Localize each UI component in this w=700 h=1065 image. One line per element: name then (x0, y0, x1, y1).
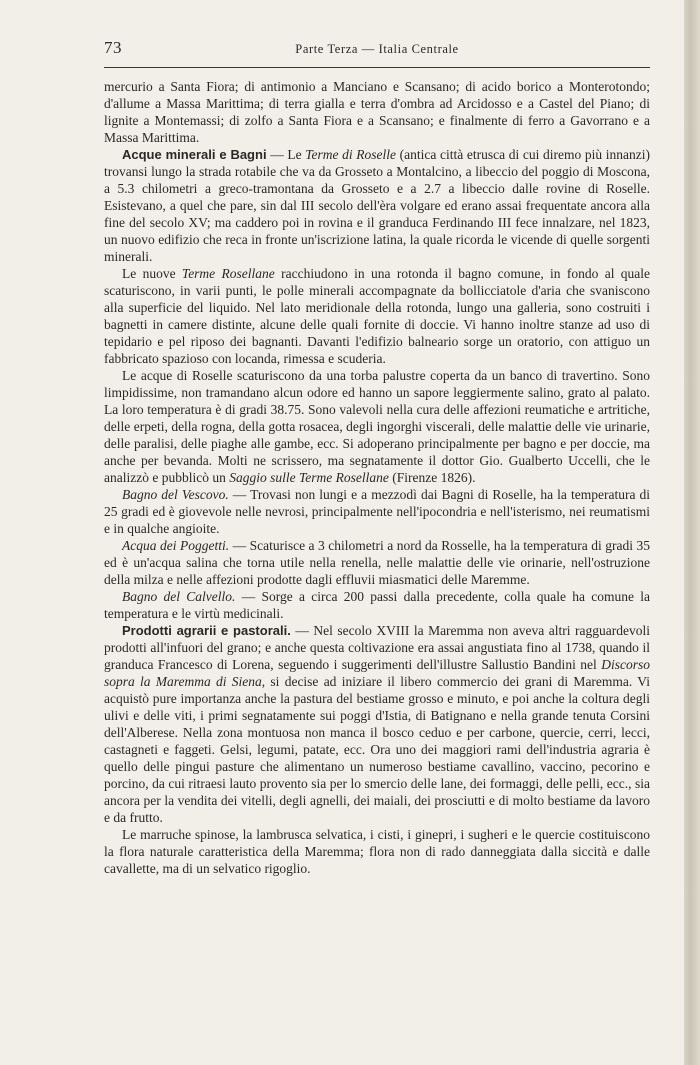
paragraph-acqua-poggetti (104, 537, 650, 588)
paragraph-text: Le acque di Roselle scaturiscono da una torba palustre coperta da un banco di travertino. Sono limpidissime, non tramandano alcun odore ed hanno un sapore leggiermente salino, grato al palato. La loro temperatura è di gradi 38.75. Sono valevoli nella cura delle affezioni reumatiche e artritiche, delle erpeti, della rogna, della gotta rosacea, degli ingorghi viscerali, delle malattie delle vie urinarie, delle paralisi, delle piaghe alle gambe, ecc. Si adoperano principalmente per bagno e per doccie, ma anche per bevanda. Molti ne scrissero, ma segnatamente il dottor Gio. Gualberto Uccelli, che le analizzò e pubblicò un (104, 368, 650, 485)
section-lead-mineral-waters: Acque minerali e Bagni (122, 147, 267, 162)
paragraph-natural-flora (104, 826, 650, 877)
paragraph-text: — Nel secolo XVIII la Maremma non aveva altri ragguardevoli prodotti all'infuori del grano; e anche questa coltivazione era assai angustiata fino al 1738, quando il granduca Francesco di Lorena, seguendo i suggerimenti dell'illustre Sallustio Bandini nel (104, 623, 650, 672)
paragraph-agricultural-products (104, 622, 650, 826)
paragraph-text: — Scaturisce a 3 chilometri a nord da Rosselle, ha la temperatura di gradi 35 ed è un'acqua salina che torna utile nella renella, nelle malattie delle vie orinarie, nell'ostruzione della milza e nelle affezioni prodotte dagli effluvii miasmatici delle Maremme. (104, 538, 650, 587)
header-rule (104, 67, 650, 68)
paragraph-bagno-vescovo (104, 486, 650, 537)
italic-heading: Bagno del Calvello. (122, 589, 236, 604)
running-head: Parte Terza — Italia Centrale (295, 42, 459, 56)
paragraph-text: racchiudono in una rotonda il bagno comune, in fondo al quale scaturiscono, in varii punti, le polle minerali accompagnate da bollicciatole d'aria che svaniscono alla superficie del liquido. Nel lato meridionale della rotonda, lungo una galleria, sono costruiti i bagnetti in camere distinte, alcune delle quali fornite di doccie. Vi hanno inoltre stanze ad uso di tepidario e pel riposo dei bagnanti. Davanti l'edifizio balneario sorge un oratorio, con attiguo un fabbricato spazioso con locanda, rimessa e scuderia. (104, 266, 651, 366)
italic-heading: Acqua dei Poggetti. (122, 538, 230, 553)
italic-term: Terme Rosellane (181, 266, 275, 281)
paragraph-bagno-calvello (104, 588, 650, 622)
paragraph-text: , si decise ad iniziare il libero commercio dei grani di Maremma. Vi acquistò pure importanza anche la pastura del bestiame grosso e minuto, e poi anche la coltura degli ulivi e delle viti, i primi segnatamente sui poggi d'Istia, di Batignano e nella grande tenuta Corsini dell'Alberese. Nella zona montuosa non manca il bosco ceduo e per carbone, quercie, cerri, lecci, castagneti e faggeti. Gelsi, legumi, patate, ecc. Ora uno dei maggiori rami dell'industria agraria è quello delle pingui pasture che alimentano un numeroso bestiame cavallino, vaccino, pecorino e porcino, da cui ritraesi lauto provento sia per lo smercio delle lane, dei formaggi, delle pelli, ecc., sia ancora per la vendita dei vitelli, degli agnelli, dei maiali, dei prosciutti e di molto bestiame da lavoro e da frutto. (104, 674, 650, 825)
body-text (104, 78, 650, 877)
section-lead-agricultural-products: Prodotti agrarii e pastorali. (122, 623, 291, 638)
page-header (104, 34, 650, 56)
paragraph-text: Le nuove (122, 266, 182, 281)
italic-term: Terme di Roselle (305, 147, 396, 162)
paragraph-text: — Sorge a circa 200 passi dalla precedente, colla quale ha comune la temperatura e le virtù medicinali. (104, 589, 650, 621)
paragraph-terme-rosellane (104, 265, 650, 367)
paragraph-text: mercurio a Santa Fiora; di antimonio a Manciano e Scansano; di acido borico a Monterotondo; d'allume a Massa Marittima; di terra gialla e terra d'ombra ad Arcidosso e a Castel del Piano; di lignite a Montemassi; di zolfo a Santa Fiora e a Scansano; e finalmente di ferro a Gavorrano e a Massa Marittima. (104, 79, 650, 145)
paragraph-text: — Trovasi non lungi e a mezzodì dai Bagni di Roselle, ha la temperatura di 25 gradi ed è giovevole nelle nevrosi, principalmente nell'ipocondria e nell'isterismo, nei reumatismi e in qualche angioite. (104, 487, 651, 536)
italic-title: Discorso sopra la Maremma di Siena (104, 657, 650, 689)
italic-title: Saggio sulle Terme Rosellane (229, 470, 389, 485)
paragraph-text: — Le (266, 147, 306, 162)
page-edge (684, 0, 700, 1065)
paragraph-mineral-waters (104, 146, 650, 265)
paragraph-text: (antica città etrusca di cui diremo più innanzi) trovansi lungo la strada rotabile che va da Grosseto a Montalcino, a libeccio del poggio di Moscona, a 5.3 chilometri a greco-tramontana da Grosseto e a 2.7 a libeccio dalle rovine di Roselle. Esistevano, a quel che pare, sin dal III secolo dell'èra volgare ed erano assai frequentate ancora alla fine del secolo XV; ma caddero poi in rovina e il granduca Ferdinando III fece innalzare, nel 1823, un nuovo edifizio che reca in fronte un'iscrizione latina, la quale ricorda le vicende di quelle sorgenti minerali. (104, 147, 651, 264)
paragraph-text: Le marruche spinose, la lambrusca selvatica, i cisti, i ginepri, i sugheri e le quercie costituiscono la flora naturale caratteristica della Maremma; flora non di rado danneggiata dalla siccità e dalle cavallette, ma di un selvatico rigoglio. (104, 827, 650, 876)
paragraph-mineral-deposits (104, 78, 650, 146)
paragraph-text: (Firenze 1826). (388, 470, 476, 485)
italic-heading: Bagno del Vescovo. (122, 487, 229, 502)
page-number: 73 (104, 38, 122, 57)
paragraph-roselle-waters (104, 367, 650, 486)
